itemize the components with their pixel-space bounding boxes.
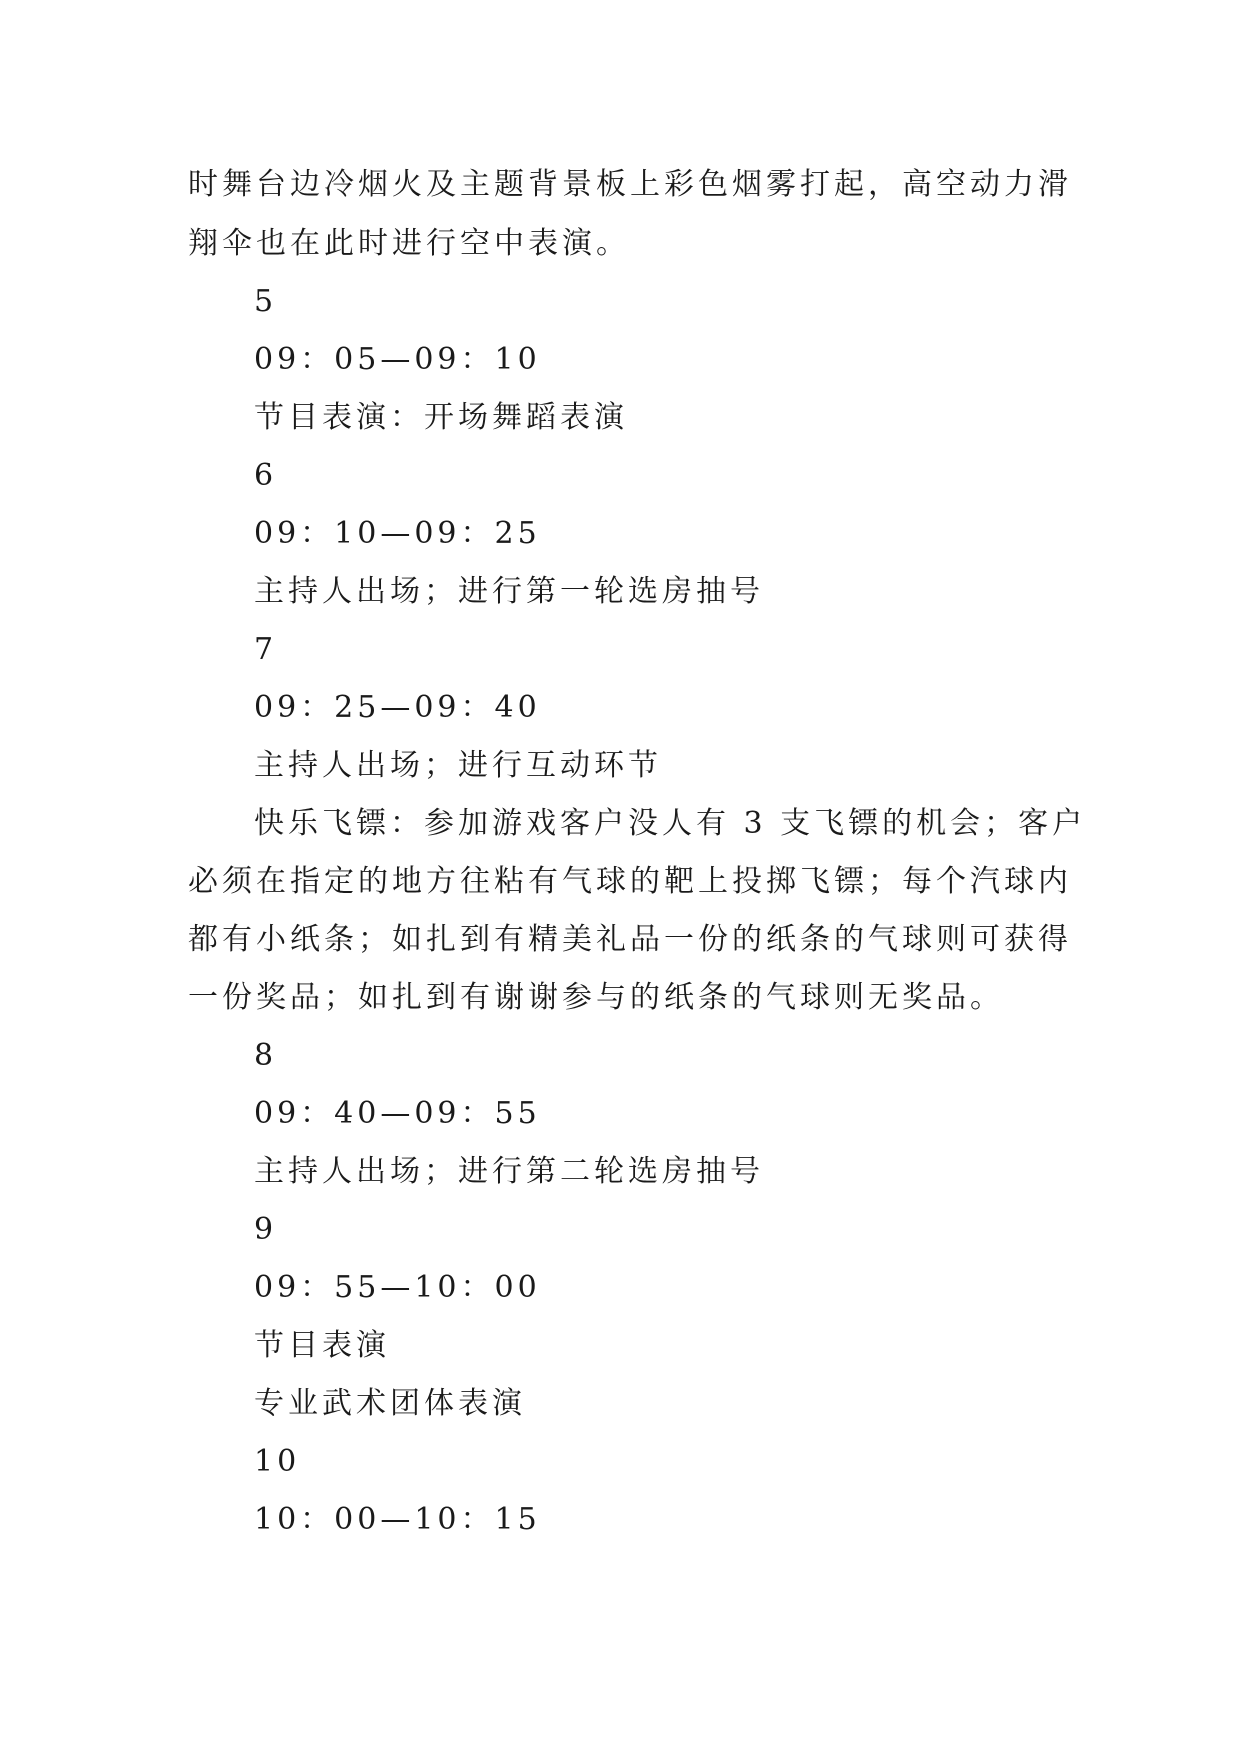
item-description: 主持人出场；进行第一轮选房抽号 bbox=[254, 574, 764, 609]
item-description: 主持人出场；进行互动环节 bbox=[254, 748, 662, 783]
game-paragraph-line-3: 都有小纸条；如扎到有精美礼品一份的纸条的气球则可获得 bbox=[188, 922, 1072, 957]
item-description: 节目表演 bbox=[254, 1328, 390, 1363]
item-time: 09：25—09：40 bbox=[254, 690, 541, 725]
item-time: 10：00—10：15 bbox=[254, 1502, 541, 1537]
item-time: 09：05—09：10 bbox=[254, 342, 541, 377]
game-paragraph-line-2: 必须在指定的地方往粘有气球的靶上投掷飞镖；每个汽球内 bbox=[188, 864, 1072, 899]
item-number: 8 bbox=[254, 1038, 278, 1073]
item-time: 09：10—09：25 bbox=[254, 516, 541, 551]
item-number: 10 bbox=[254, 1444, 301, 1479]
item-description-detail: 专业武术团体表演 bbox=[254, 1386, 526, 1421]
item-time: 09：55—10：00 bbox=[254, 1270, 541, 1305]
intro-line-2: 翔伞也在此时进行空中表演。 bbox=[188, 226, 630, 261]
item-number: 6 bbox=[254, 458, 278, 493]
game-paragraph-line-1: 快乐飞镖：参加游戏客户没人有 3 支飞镖的机会；客户 bbox=[254, 806, 1087, 841]
game-paragraph-line-4: 一份奖品；如扎到有谢谢参与的纸条的气球则无奖品。 bbox=[188, 980, 1004, 1015]
item-time: 09：40—09：55 bbox=[254, 1096, 541, 1131]
item-description: 主持人出场；进行第二轮选房抽号 bbox=[254, 1154, 764, 1189]
item-description: 节目表演：开场舞蹈表演 bbox=[254, 400, 628, 435]
item-number: 7 bbox=[254, 632, 278, 667]
intro-line-1: 时舞台边冷烟火及主题背景板上彩色烟雾打起，高空动力滑 bbox=[188, 167, 1072, 202]
item-number: 9 bbox=[254, 1212, 278, 1247]
item-number: 5 bbox=[254, 284, 278, 319]
